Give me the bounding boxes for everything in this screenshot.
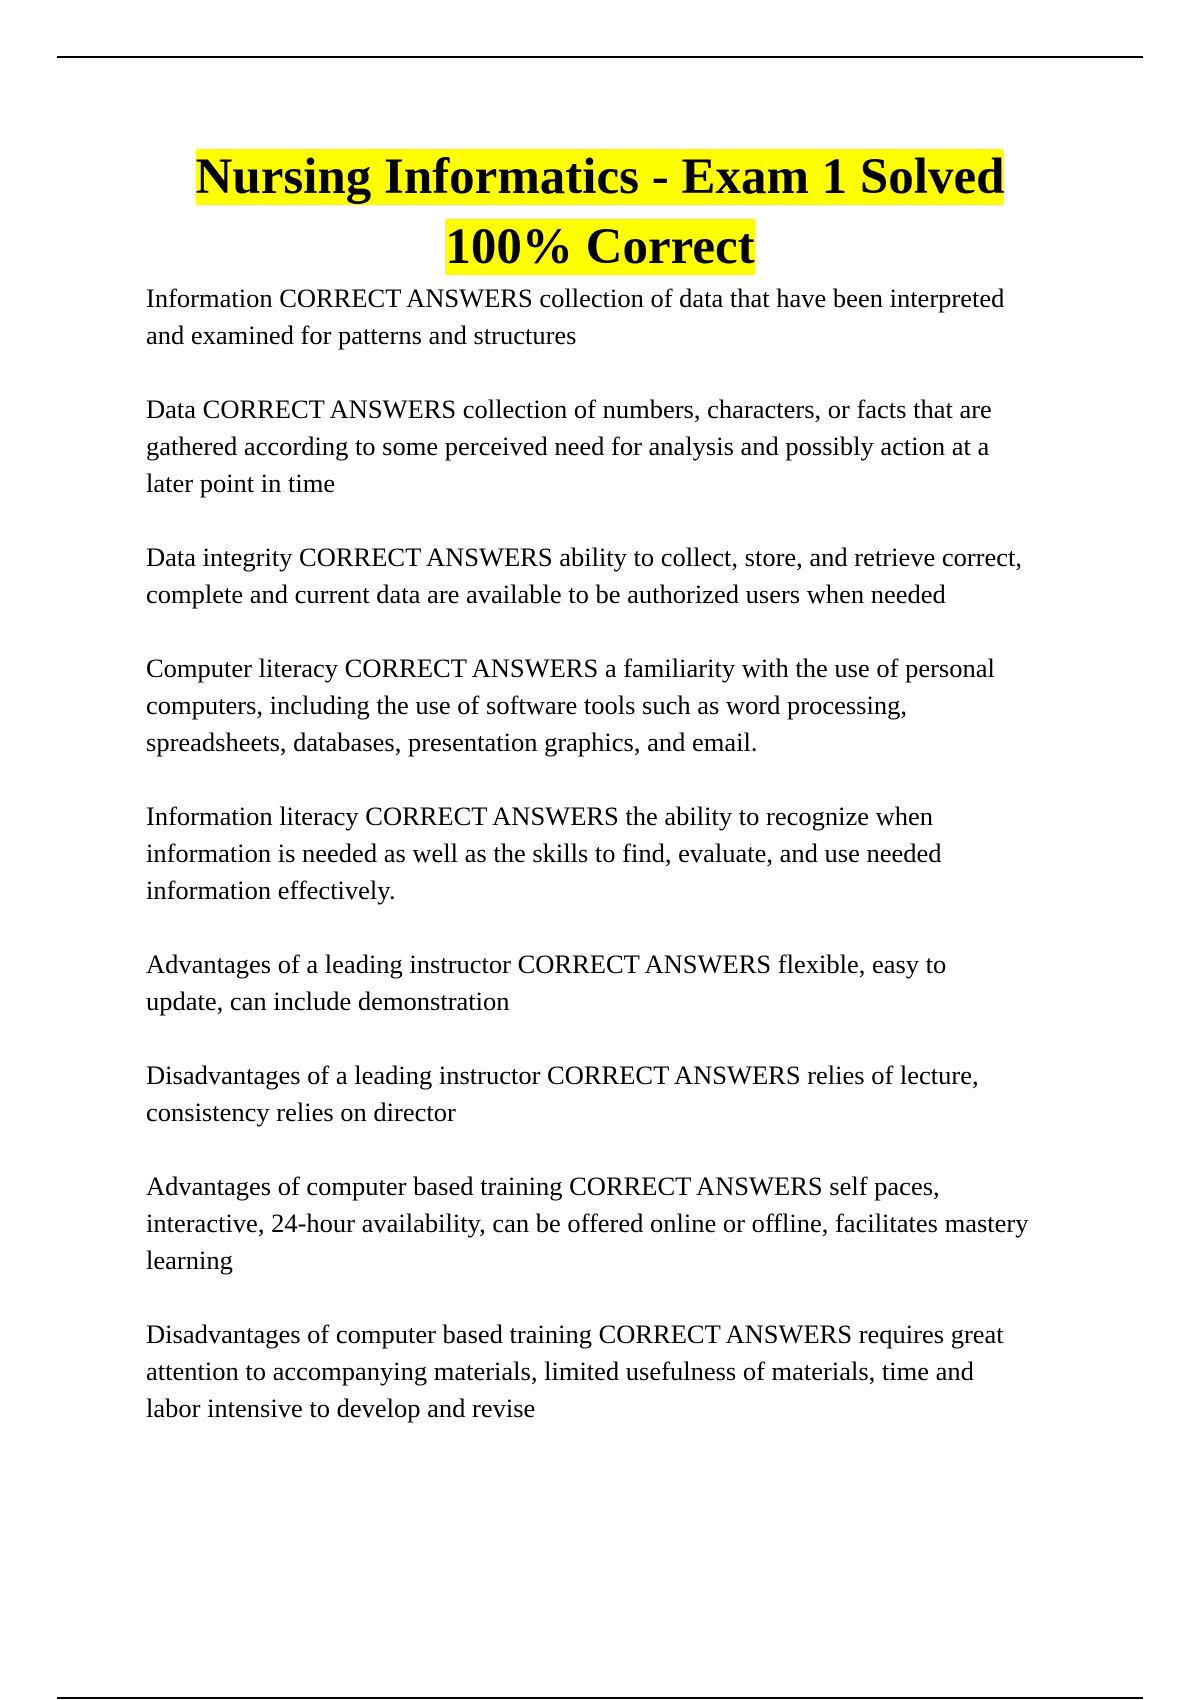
title-line-2: 100% Correct	[445, 219, 755, 275]
entry-line: information effectively.	[146, 875, 396, 905]
entry-line: gathered according to some perceived need for analysis and possibly action at a	[146, 431, 990, 461]
qa-entry-data	[146, 391, 1146, 502]
qa-entry-disadvantages-cbt	[146, 1316, 1146, 1427]
entry-line: Data integrity CORRECT ANSWERS ability to collect, store, and retrieve correct,	[146, 542, 1023, 572]
footer-rule	[57, 1697, 1143, 1699]
entry-line: Information literacy CORRECT ANSWERS the ability to recognize when	[146, 801, 934, 831]
entry-line: complete and current data are available to be authorized users when needed	[146, 579, 946, 609]
entry-line: later point in time	[146, 468, 336, 498]
page-title	[100, 142, 1100, 282]
entry-line: attention to accompanying materials, limited usefulness of materials, time and	[146, 1356, 974, 1386]
qa-entry-information-literacy	[146, 798, 1146, 909]
qa-entry-computer-literacy	[146, 650, 1146, 761]
entry-line: Computer literacy CORRECT ANSWERS a familiarity with the use of personal	[146, 653, 995, 683]
entry-line: information is needed as well as the skills to find, evaluate, and use needed	[146, 838, 942, 868]
qa-entry-advantages-leading-instructor	[146, 946, 1146, 1020]
entry-line: computers, including the use of software tools such as word processing,	[146, 690, 907, 720]
entry-line: Advantages of a leading instructor CORRECT ANSWERS flexible, easy to	[146, 949, 947, 979]
entry-line: labor intensive to develop and revise	[146, 1393, 536, 1423]
qa-entry-information	[146, 280, 1146, 354]
qa-list	[146, 280, 1146, 1464]
qa-entry-data-integrity	[146, 539, 1146, 613]
entry-line: Disadvantages of a leading instructor CORRECT ANSWERS relies of lecture,	[146, 1060, 979, 1090]
entry-line: interactive, 24-hour availability, can be offered online or offline, facilitates mastery	[146, 1208, 1029, 1238]
entry-line: Data CORRECT ANSWERS collection of numbers, characters, or facts that are	[146, 394, 992, 424]
header-rule	[57, 56, 1143, 58]
entry-line: Disadvantages of computer based training CORRECT ANSWERS requires great	[146, 1319, 1004, 1349]
entry-line: learning	[146, 1245, 233, 1275]
entry-line: Advantages of computer based training CORRECT ANSWERS self paces,	[146, 1171, 940, 1201]
entry-line: update, can include demonstration	[146, 986, 510, 1016]
entry-line: Information CORRECT ANSWERS collection of data that have been interpreted	[146, 283, 1005, 313]
entry-line: consistency relies on director	[146, 1097, 456, 1127]
qa-entry-advantages-cbt	[146, 1168, 1146, 1279]
entry-line: spreadsheets, databases, presentation graphics, and email.	[146, 727, 758, 757]
entry-line: and examined for patterns and structures	[146, 320, 577, 350]
qa-entry-disadvantages-leading-instructor	[146, 1057, 1146, 1131]
title-line-1: Nursing Informatics - Exam 1 Solved	[195, 149, 1005, 205]
